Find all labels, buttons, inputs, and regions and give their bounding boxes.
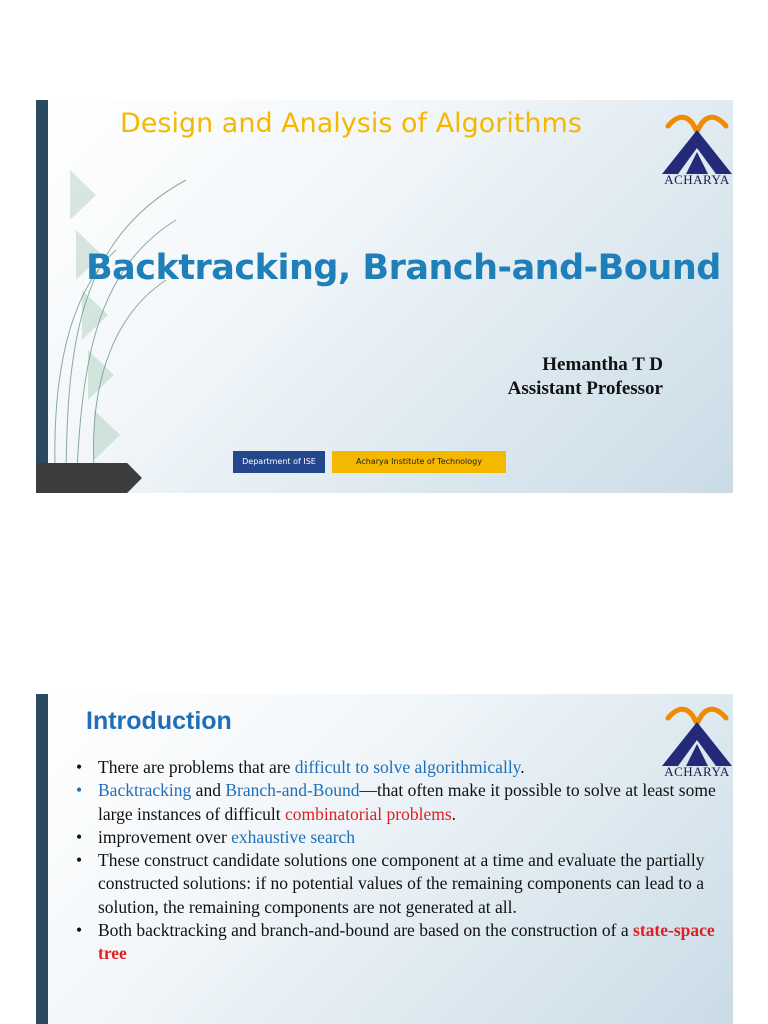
course-title: Design and Analysis of Algorithms bbox=[120, 108, 582, 139]
acharya-logo bbox=[662, 112, 732, 188]
author-role: Assistant Professor bbox=[507, 378, 663, 399]
slide-title: Backtracking, Branch-and-Bound bbox=[86, 248, 721, 288]
footer-department: Department of ISE bbox=[233, 451, 325, 473]
title-slide bbox=[36, 100, 733, 493]
arrow-tab-shape bbox=[36, 463, 142, 493]
list-item: • Backtracking and Branch-and-Bound—that often make it possible to solve at least some large instances of difficult combinatorial problems. bbox=[76, 779, 726, 826]
list-item: • improvement over exhaustive search bbox=[76, 826, 726, 849]
decorative-lines bbox=[36, 100, 196, 493]
author-name: Hemantha T D bbox=[542, 354, 663, 375]
acharya-logo-icon bbox=[662, 112, 732, 174]
bullet-list bbox=[76, 756, 726, 966]
list-item: • These construct candidate solutions one component at a time and evaluate the partially constructed solutions: if no potential values of the remaining components can lead to a solution, the remaining components are not generated at all. bbox=[76, 849, 726, 919]
logo-text: ACHARYA bbox=[664, 764, 730, 779]
left-accent-bar bbox=[36, 694, 48, 1024]
introduction-slide bbox=[36, 694, 733, 1024]
list-item: • Both backtracking and branch-and-bound are based on the construction of a state-space tree bbox=[76, 919, 726, 966]
logo-text: ACHARYA bbox=[664, 172, 730, 187]
slide-title: Introduction bbox=[86, 707, 232, 735]
list-item: • There are problems that are difficult to solve algorithmically. bbox=[76, 756, 726, 779]
footer-institute: Acharya Institute of Technology bbox=[332, 451, 506, 473]
left-accent-bar bbox=[36, 100, 48, 493]
author-block bbox=[508, 353, 663, 401]
